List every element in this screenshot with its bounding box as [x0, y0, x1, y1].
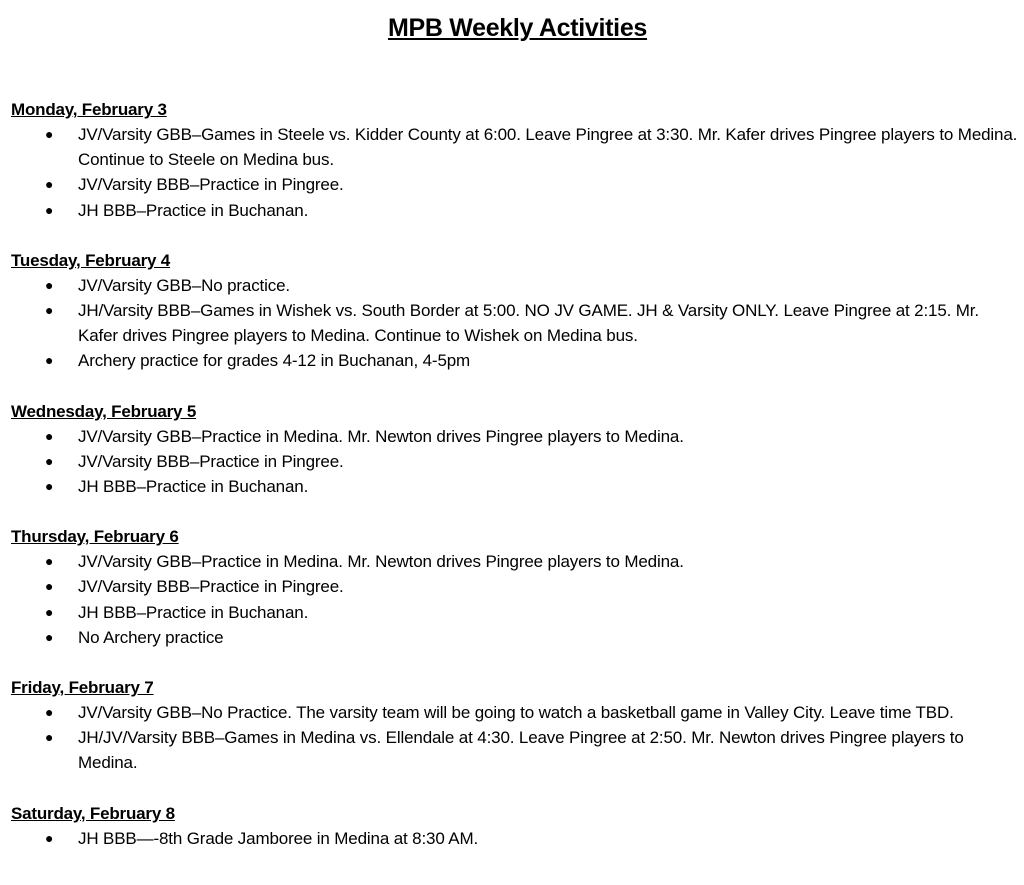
- document-title: MPB Weekly Activities: [387, 14, 648, 42]
- activity-item: [11, 424, 1023, 449]
- bullet-icon: ●: [45, 276, 54, 293]
- bullet-icon: ●: [45, 578, 54, 595]
- bullet-icon: ●: [45, 352, 54, 369]
- day-heading: Monday, February 3: [11, 100, 167, 119]
- activity-item: [11, 826, 1023, 851]
- activity-item: [11, 122, 1023, 172]
- bullet-icon: ●: [45, 302, 54, 319]
- activity-list: [11, 424, 1023, 500]
- activity-text: JV/Varsity GBB–No Practice. The varsity team will be going to watch a basketball game in Valley City. Leave time TBD.: [78, 703, 954, 723]
- activity-text: JV/Varsity GBB–No practice.: [78, 275, 290, 295]
- day-section: [11, 248, 1023, 374]
- bullet-icon: ●: [45, 452, 54, 469]
- activity-text: JH BBB–Practice in Buchanan.: [78, 602, 309, 622]
- activity-text: JV/Varsity BBB–Practice in Pingree.: [78, 451, 344, 471]
- activity-item: [11, 298, 1023, 348]
- day-section: [11, 675, 1023, 776]
- day-heading: Thursday, February 6: [11, 527, 179, 547]
- bullet-icon: ●: [45, 176, 54, 193]
- bullet-icon: ●: [45, 829, 54, 846]
- activity-item: [11, 600, 1023, 625]
- activity-item: [11, 700, 1023, 725]
- bullet-icon: ●: [45, 603, 54, 620]
- bullet-icon: ●: [45, 704, 54, 721]
- activity-item: [11, 725, 1023, 775]
- activity-item: [11, 574, 1023, 599]
- activity-text: JV/Varsity GBB–Games in Steele vs. Kidder County at 6:00. Leave Pingree at 3:30. Mr. Kafer drives Pingree players to Medina. Continue to Steele on Medina bus.: [78, 125, 1018, 170]
- activity-text: JV/Varsity BBB–Practice in Pingree.: [78, 175, 344, 195]
- activity-item: [11, 449, 1023, 474]
- bullet-icon: ●: [45, 478, 54, 495]
- bullet-icon: ●: [45, 201, 54, 218]
- activity-text: JH BBB—-8th Grade Jamboree in Medina at 8:30 AM.: [78, 828, 479, 848]
- day-heading: Saturday, February 8: [11, 803, 175, 823]
- activity-text: JH/JV/Varsity BBB–Games in Medina vs. Ellendale at 4:30. Leave Pingree at 2:50. Mr. Newton drives Pingree players to Medina.: [78, 728, 964, 773]
- activity-text: JV/Varsity GBB–Practice in Medina. Mr. Newton drives Pingree players to Medina.: [78, 552, 684, 572]
- activity-item: [11, 474, 1023, 499]
- activity-item: [11, 348, 1023, 373]
- activity-item: [11, 625, 1023, 650]
- activity-text: JH BBB–Practice in Buchanan.: [78, 477, 309, 497]
- day-section: [11, 801, 1023, 851]
- activity-text: JV/Varsity BBB–Practice in Pingree.: [78, 577, 344, 597]
- activity-text: JH BBB–Practice in Buchanan.: [78, 200, 309, 220]
- activity-list: [11, 826, 1023, 851]
- activity-item: [11, 549, 1023, 574]
- day-heading: Wednesday, February 5: [11, 401, 197, 421]
- activity-item: [11, 273, 1023, 298]
- bullet-icon: ●: [45, 427, 54, 444]
- activity-text: No Archery practice: [78, 627, 224, 647]
- day-section: [11, 524, 1023, 650]
- bullet-icon: ●: [45, 126, 54, 142]
- day-heading: Friday, February 7: [11, 678, 154, 698]
- activity-list: [11, 273, 1023, 374]
- schedule: [11, 97, 1023, 876]
- activity-item: [11, 172, 1023, 197]
- bullet-icon: ●: [45, 628, 54, 645]
- activity-text: JH/Varsity BBB–Games in Wishek vs. South Border at 5:00. NO JV GAME. JH & Varsity ONLY. Leave Pingree at 2:15. Mr. Kafer drives Pingree players to Medina. Continue to Wishek on Medina bus.: [78, 301, 979, 346]
- activity-item: [11, 198, 1023, 223]
- day-section: [11, 97, 1023, 223]
- day-section: [11, 399, 1023, 500]
- activity-list: [11, 549, 1023, 650]
- day-heading: Tuesday, February 4: [11, 250, 171, 270]
- activity-list: [11, 700, 1023, 776]
- activity-text: Archery practice for grades 4-12 in Buchanan, 4-5pm: [78, 351, 471, 371]
- bullet-icon: ●: [45, 729, 54, 746]
- activity-list: [11, 122, 1023, 223]
- bullet-icon: ●: [45, 553, 54, 570]
- activity-text: JV/Varsity GBB–Practice in Medina. Mr. Newton drives Pingree players to Medina.: [78, 426, 684, 446]
